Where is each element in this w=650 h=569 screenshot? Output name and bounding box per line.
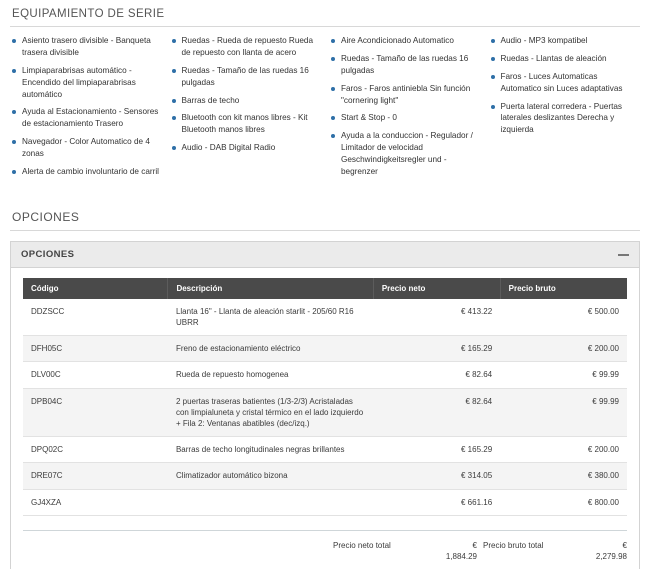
options-panel-title: OPCIONES [21, 248, 75, 260]
bullet-icon [491, 57, 495, 61]
column-header-description: Descripción [168, 278, 373, 299]
table-row [23, 299, 627, 336]
gross-total-currency: € [622, 540, 627, 550]
bullet-icon [172, 99, 176, 103]
list-item [10, 136, 162, 160]
cell-description: Freno de estacionamiento eléctrico [168, 336, 373, 362]
list-item [329, 53, 481, 77]
bullet-icon [12, 170, 16, 174]
bullet-icon [172, 146, 176, 150]
cell-code: DPB04C [23, 388, 168, 437]
list-item [10, 65, 162, 101]
cell-code: GJ4XZA [23, 489, 168, 515]
cell-description: Llanta 16" - Llanta de aleación starlit - 205/60 R16 UBRR [168, 299, 373, 336]
feature-label: Faros - Faros antiniebla Sin función "cornering light" [341, 83, 471, 105]
cell-net-price: € 165.29 [373, 336, 500, 362]
feature-label: Puerta lateral corredera - Puertas laterales deslizantes Derecha y izquierda [500, 101, 623, 135]
cell-description: 2 puertas traseras batientes (1/3-2/3) Acristaladas con limpialuneta y cristal térmico en el lado izquierdo + Fila 2: Ventanas abatibles (dec/izq.) [168, 388, 373, 437]
cell-gross-price: € 800.00 [500, 489, 627, 515]
feature-label: Ruedas - Tamaño de las ruedas 16 pulgadas [181, 65, 309, 87]
list-item [329, 35, 481, 47]
list-item [170, 142, 322, 154]
table-row [23, 362, 627, 388]
divider [10, 230, 640, 231]
cell-net-price: € 82.64 [373, 388, 500, 437]
net-total-block [327, 541, 477, 563]
list-item [489, 71, 641, 95]
options-panel [10, 241, 640, 569]
list-item [489, 35, 641, 47]
bullet-icon [12, 39, 16, 43]
bullet-icon [331, 87, 335, 91]
feature-label: Audio - MP3 kompatibel [500, 36, 588, 45]
cell-net-price: € 413.22 [373, 299, 500, 336]
feature-label: Alerta de cambio involuntario de carril [22, 167, 159, 177]
net-total-currency: € [472, 540, 477, 550]
net-total-label: Precio neto total [333, 540, 391, 550]
feature-label: Asiento trasero divisible - Banqueta trasera divisible [22, 36, 151, 57]
table-row [23, 336, 627, 362]
equipment-features [0, 27, 650, 188]
net-total-amount: 1,884.29 [445, 551, 477, 561]
collapse-icon[interactable] [618, 249, 629, 260]
cell-description [168, 489, 373, 515]
list-item [329, 112, 481, 124]
bullet-icon [331, 57, 335, 61]
cell-net-price: € 82.64 [373, 362, 500, 388]
feature-label: Limpiaparabrisas automático - Encendido del limpiaparabrisas automático [22, 65, 136, 99]
feature-label: Ayuda al Estacionamiento - Sensores de estacionamiento Trasero [22, 107, 159, 129]
options-table [23, 278, 627, 516]
feature-label: Start & Stop - 0 [341, 113, 397, 123]
bullet-icon [172, 116, 176, 120]
feature-label: Ruedas - Tamaño de las ruedas 16 pulgadas [341, 53, 469, 75]
list-item [170, 35, 322, 59]
feature-column-3 [329, 35, 481, 184]
cell-code: DRE07C [23, 463, 168, 489]
list-item [489, 53, 641, 65]
list-item [10, 106, 162, 130]
list-item [329, 130, 481, 178]
column-header-net-price: Precio neto [373, 278, 500, 299]
cell-code: DFH05C [23, 336, 168, 362]
equipment-heading: EQUIPAMIENTO DE SERIE [12, 8, 165, 20]
cell-gross-price: € 99.99 [500, 362, 627, 388]
bullet-icon [331, 39, 335, 43]
gross-total-block [477, 541, 627, 563]
list-item [170, 95, 322, 107]
options-panel-header [11, 242, 639, 268]
table-row [23, 388, 627, 437]
feature-label: Ayuda a la conduccion - Regulador / Limitador de velocidad Geschwindigkeitsregler und - begrenzer [341, 131, 473, 177]
list-item [10, 166, 162, 178]
cell-net-price: € 661.16 [373, 489, 500, 515]
table-row [23, 489, 627, 515]
cell-gross-price: € 200.00 [500, 336, 627, 362]
cell-description: Barras de techo longitudinales negras brillantes [168, 437, 373, 463]
bullet-icon [172, 69, 176, 73]
feature-column-2 [170, 35, 322, 184]
feature-label: Faros - Luces Automaticas Automatico sin Luces adaptativas [500, 71, 623, 93]
totals-row [23, 530, 627, 563]
gross-total-label: Precio bruto total [483, 540, 544, 550]
gross-total-amount: 2,279.98 [595, 551, 627, 561]
cell-gross-price: € 99.99 [500, 388, 627, 437]
cell-gross-price: € 200.00 [500, 437, 627, 463]
list-item [489, 101, 641, 137]
cell-description: Climatizador automático bizona [168, 463, 373, 489]
feature-label: Ruedas - Rueda de repuesto Rueda de repuesto con llanta de acero [181, 36, 314, 57]
table-row [23, 463, 627, 489]
cell-net-price: € 314.05 [373, 463, 500, 489]
column-header-gross-price: Precio bruto [500, 278, 627, 299]
bullet-icon [491, 75, 495, 79]
list-item [10, 35, 162, 59]
feature-label: Navegador - Color Automatico de 4 zonas [22, 137, 150, 159]
feature-label: Audio - DAB Digital Radio [181, 143, 276, 153]
feature-column-1 [10, 35, 162, 184]
bullet-icon [12, 69, 16, 73]
feature-label: Bluetooth con kit manos libres - Kit Bluetooth manos libres [181, 113, 308, 135]
list-item [329, 83, 481, 107]
options-heading: OPCIONES [12, 209, 80, 224]
feature-label: Barras de techo [181, 95, 240, 105]
feature-label: Aire Acondicionado Automatico [341, 36, 454, 45]
cell-code: DDZSCC [23, 299, 168, 336]
bullet-icon [491, 105, 495, 109]
list-item [170, 65, 322, 89]
cell-net-price: € 165.29 [373, 437, 500, 463]
list-item [170, 112, 322, 136]
options-panel-body [11, 268, 639, 569]
bullet-icon [12, 140, 16, 144]
bullet-icon [491, 39, 495, 43]
bullet-icon [331, 116, 335, 120]
cell-code: DLV00C [23, 362, 168, 388]
feature-column-4 [489, 35, 641, 184]
table-header-row [23, 278, 627, 299]
column-header-code: Código [23, 278, 168, 299]
cell-code: DPQ02C [23, 437, 168, 463]
cell-gross-price: € 380.00 [500, 463, 627, 489]
bullet-icon [12, 110, 16, 114]
bullet-icon [172, 39, 176, 43]
cell-description: Rueda de repuesto homogenea [168, 362, 373, 388]
feature-label: Ruedas - Llantas de aleación [500, 53, 607, 63]
cell-gross-price: € 500.00 [500, 299, 627, 336]
gross-total-value [545, 541, 627, 563]
bullet-icon [331, 134, 335, 138]
net-total-value [395, 541, 477, 563]
table-row [23, 437, 627, 463]
